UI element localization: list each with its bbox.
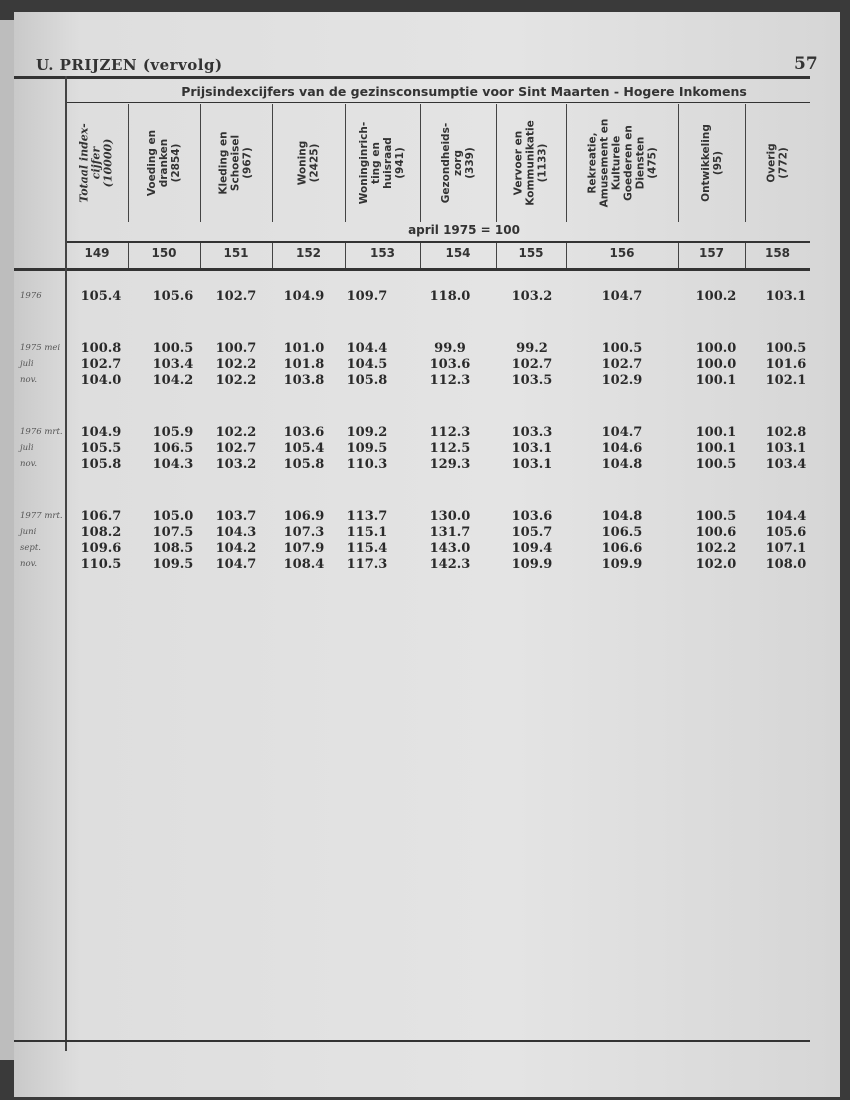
table-cell: 100.5 — [765, 341, 807, 356]
table-cell: 106.6 — [601, 541, 643, 556]
column-header — [420, 104, 496, 222]
row-label: juli — [20, 443, 34, 453]
column-divider — [496, 243, 497, 268]
row-label: 1976 mrt. — [20, 427, 63, 437]
table-cell: 109.9 — [511, 557, 553, 572]
table-cell: 101.6 — [765, 357, 807, 372]
table-cell: 100.1 — [695, 373, 737, 388]
column-divider — [345, 243, 346, 268]
table-cell: 131.7 — [429, 525, 471, 540]
table-cell: 105.6 — [152, 289, 194, 304]
row-label: juni — [20, 527, 37, 537]
table-cell: 109.5 — [152, 557, 194, 572]
table-cell: 115.4 — [346, 541, 388, 556]
top-rule — [14, 76, 810, 79]
table-cell: 105.4 — [80, 289, 122, 304]
table-cell: 107.5 — [152, 525, 194, 540]
table-cell: 130.0 — [429, 509, 471, 524]
column-divider — [745, 104, 746, 222]
table-cell: 100.0 — [695, 357, 737, 372]
title-rule — [66, 102, 810, 103]
table-cell: 106.7 — [80, 509, 122, 524]
table-cell: 104.3 — [152, 457, 194, 472]
table-cell: 102.7 — [215, 441, 257, 456]
section-heading: U. PRIJZEN (vervolg) — [36, 56, 223, 74]
row-label: nov. — [20, 559, 38, 569]
table-cell: 105.8 — [283, 457, 325, 472]
table-cell: 103.2 — [511, 289, 553, 304]
column-header-label: Totaal index- cijfer (10000) — [78, 123, 115, 203]
table-cell: 105.5 — [80, 441, 122, 456]
row-label: nov. — [20, 459, 38, 469]
column-number: 155 — [518, 246, 544, 260]
column-divider — [128, 243, 129, 268]
table-cell: 102.2 — [215, 373, 257, 388]
table-cell: 107.1 — [765, 541, 807, 556]
column-divider — [745, 243, 746, 268]
table-cell: 106.9 — [283, 509, 325, 524]
table-cell: 102.7 — [215, 289, 257, 304]
table-cell: 103.6 — [511, 509, 553, 524]
table-cell: 102.7 — [601, 357, 643, 372]
table-cell: 102.7 — [511, 357, 553, 372]
column-header-label: Voeding en dranken (2854) — [146, 129, 182, 197]
row-label: sept. — [20, 543, 41, 553]
table-cell: 102.2 — [215, 357, 257, 372]
column-header — [272, 104, 345, 222]
table-cell: 104.4 — [346, 341, 388, 356]
column-header — [66, 104, 128, 222]
table-cell: 110.3 — [346, 457, 388, 472]
table-cell: 129.3 — [429, 457, 471, 472]
column-header — [345, 104, 420, 222]
table-cell: 100.5 — [601, 341, 643, 356]
table-cell: 105.9 — [152, 425, 194, 440]
table-cell: 104.6 — [601, 441, 643, 456]
table-cell: 104.7 — [601, 289, 643, 304]
column-header — [566, 104, 678, 222]
table-cell: 106.5 — [152, 441, 194, 456]
table-cell: 104.2 — [215, 541, 257, 556]
column-divider — [678, 104, 679, 222]
table-cell: 109.6 — [80, 541, 122, 556]
table-cell: 105.0 — [152, 509, 194, 524]
table-cell: 100.1 — [695, 425, 737, 440]
column-header-label: Ontwikkeling (95) — [699, 124, 724, 202]
column-divider — [566, 243, 567, 268]
column-divider — [128, 104, 129, 222]
table-cell: 103.4 — [152, 357, 194, 372]
column-header — [745, 104, 810, 222]
bottom-rule — [14, 1040, 810, 1042]
table-cell: 104.2 — [152, 373, 194, 388]
table-cell: 105.4 — [283, 441, 325, 456]
column-divider — [272, 243, 273, 268]
table-cell: 108.2 — [80, 525, 122, 540]
column-number: 152 — [295, 246, 322, 260]
table-cell: 102.8 — [765, 425, 807, 440]
table-cell: 104.4 — [765, 509, 807, 524]
column-divider — [345, 104, 346, 222]
table-cell: 102.1 — [765, 373, 807, 388]
column-divider — [200, 104, 201, 222]
document-page — [14, 12, 840, 1097]
table-cell: 100.5 — [152, 341, 194, 356]
table-cell: 105.6 — [765, 525, 807, 540]
table-cell: 110.5 — [80, 557, 122, 572]
table-cell: 103.4 — [765, 457, 807, 472]
table-cell: 104.9 — [80, 425, 122, 440]
table-cell: 109.2 — [346, 425, 388, 440]
table-cell: 104.8 — [601, 457, 643, 472]
table-cell: 115.1 — [346, 525, 388, 540]
table-cell: 100.1 — [695, 441, 737, 456]
table-cell: 109.7 — [346, 289, 388, 304]
table-cell: 112.3 — [429, 373, 471, 388]
table-cell: 104.9 — [283, 289, 325, 304]
table-cell: 103.8 — [283, 373, 325, 388]
column-number: 153 — [369, 246, 396, 260]
table-title: Prijsindexcijfers van de gezinsconsumptie voor Sint Maarten - Hogere Inkomens — [181, 84, 747, 99]
table-cell: 100.6 — [695, 525, 737, 540]
table-cell: 112.5 — [429, 441, 471, 456]
column-number: 150 — [151, 246, 177, 260]
column-number: 151 — [223, 246, 249, 260]
table-cell: 108.4 — [283, 557, 325, 572]
table-cell: 104.3 — [215, 525, 257, 540]
table-cell: 103.6 — [283, 425, 325, 440]
column-header-label: Rekreatie, Amusement en Kulturele Goederen en Diensten (475) — [585, 118, 658, 208]
header-rule — [66, 241, 810, 243]
row-label: nov. — [20, 375, 38, 385]
table-cell: 105.8 — [346, 373, 388, 388]
column-header-label: Vervoer en Kommunikatie (1133) — [513, 120, 549, 206]
table-cell: 104.7 — [215, 557, 257, 572]
table-cell: 104.8 — [601, 509, 643, 524]
table-cell: 103.5 — [511, 373, 553, 388]
table-cell: 109.9 — [601, 557, 643, 572]
table-cell: 108.0 — [765, 557, 807, 572]
column-number: 149 — [84, 246, 110, 260]
row-label: 1977 mrt. — [20, 511, 63, 521]
column-header-label: Overig (772) — [765, 143, 790, 183]
table-cell: 112.3 — [429, 425, 471, 440]
column-number: 154 — [445, 246, 471, 260]
table-cell: 104.5 — [346, 357, 388, 372]
table-cell: 102.0 — [695, 557, 737, 572]
column-divider — [678, 243, 679, 268]
row-label: juli — [20, 359, 34, 369]
column-divider — [420, 243, 421, 268]
table-cell: 103.1 — [765, 289, 807, 304]
column-number: 158 — [764, 246, 791, 260]
table-cell: 142.3 — [429, 557, 471, 572]
table-cell: 104.7 — [601, 425, 643, 440]
column-divider — [272, 104, 273, 222]
table-cell: 103.6 — [429, 357, 471, 372]
table-cell: 102.2 — [215, 425, 257, 440]
column-header-label: Kleding en Schoeisel (967) — [218, 131, 254, 195]
table-cell: 99.9 — [434, 341, 466, 356]
column-divider — [496, 104, 497, 222]
table-cell: 103.2 — [215, 457, 257, 472]
table-cell: 101.8 — [283, 357, 325, 372]
table-cell: 117.3 — [346, 557, 388, 572]
table-cell: 100.0 — [695, 341, 737, 356]
page-number: 57 — [794, 54, 818, 74]
table-cell: 107.3 — [283, 525, 325, 540]
table-cell: 100.2 — [695, 289, 737, 304]
column-header-label: Woning (2425) — [296, 140, 321, 186]
table-cell: 113.7 — [346, 509, 388, 524]
table-cell: 105.8 — [80, 457, 122, 472]
column-divider — [566, 104, 567, 222]
table-cell: 104.0 — [80, 373, 122, 388]
table-cell: 108.5 — [152, 541, 194, 556]
column-number: 157 — [698, 246, 725, 260]
column-number: 156 — [609, 246, 635, 260]
table-cell: 103.1 — [765, 441, 807, 456]
column-header-label: Woninginrich- ting en huisraad (941) — [358, 121, 407, 205]
table-cell: 103.1 — [511, 441, 553, 456]
table-cell: 101.0 — [283, 341, 325, 356]
table-cell: 102.9 — [601, 373, 643, 388]
row-label: 1975 mei — [20, 343, 61, 353]
table-cell: 107.9 — [283, 541, 325, 556]
table-cell: 109.4 — [511, 541, 553, 556]
row-label: 1976 — [20, 291, 42, 301]
table-cell: 105.7 — [511, 525, 553, 540]
column-divider — [420, 104, 421, 222]
column-header-label: Gezondheids- zorg (339) — [440, 122, 477, 204]
column-header — [200, 104, 272, 222]
table-cell: 100.8 — [80, 341, 122, 356]
base-period: april 1975 = 100 — [408, 223, 520, 237]
table-cell: 100.5 — [695, 457, 737, 472]
column-header — [496, 104, 566, 222]
table-cell: 103.7 — [215, 509, 257, 524]
table-cell: 103.3 — [511, 425, 553, 440]
table-cell: 99.2 — [516, 341, 548, 356]
table-cell: 103.1 — [511, 457, 553, 472]
table-cell: 102.7 — [80, 357, 122, 372]
column-header — [128, 104, 200, 222]
table-cell: 118.0 — [429, 289, 471, 304]
table-cell: 109.5 — [346, 441, 388, 456]
table-cell: 100.7 — [215, 341, 257, 356]
column-number-rule — [14, 268, 810, 271]
table-cell: 143.0 — [429, 541, 471, 556]
column-header — [678, 104, 745, 222]
column-divider — [200, 243, 201, 268]
table-cell: 106.5 — [601, 525, 643, 540]
table-cell: 102.2 — [695, 541, 737, 556]
table-cell: 100.5 — [695, 509, 737, 524]
